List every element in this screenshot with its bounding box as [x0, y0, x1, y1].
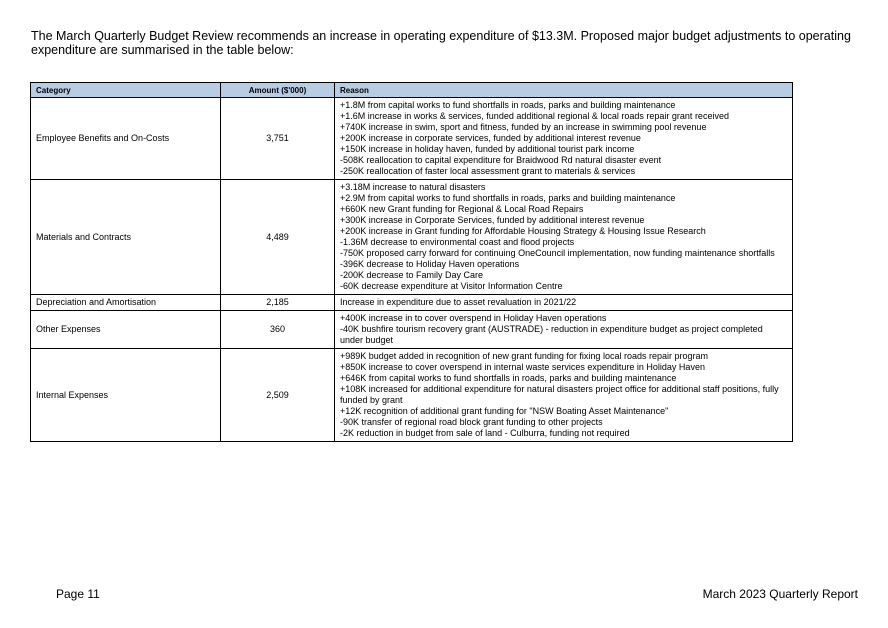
row-reasons [335, 180, 793, 295]
reason-line: -1.36M decrease to environmental coast and flood projects [340, 237, 575, 247]
row-category: Materials and Contracts [31, 180, 221, 295]
reason-line: Increase in expenditure due to asset revaluation in 2021/22 [340, 297, 577, 307]
reason-line: +150K increase in holiday haven, funded by additional tourist park income [340, 144, 635, 154]
row-reasons [335, 311, 793, 349]
header-amount: Amount ($'000) [221, 83, 335, 98]
reason-line: +740K increase in swim, sport and fitness, funded by an increase in swimming pool revenue [340, 122, 707, 132]
intro-paragraph: The March Quarterly Budget Review recommends an increase in operating expenditure of $13.3M. Proposed major budget adjustments to operating expenditure are summarised in the table below: [31, 29, 851, 57]
reason-line: -60K decrease expenditure at Visitor Information Centre [340, 281, 563, 291]
reason-line: +1.8M from capital works to fund shortfalls in roads, parks and building maintenance [340, 100, 676, 110]
reason-line: +1.6M increase in works & services, funded additional regional & local roads repair grant received [340, 111, 729, 121]
row-category: Other Expenses [31, 311, 221, 349]
row-reasons [335, 349, 793, 442]
reason-line: +108K increased for additional expenditure for natural disasters project office for additional staff positions, fully funded by grant [340, 384, 779, 405]
reason-line: +300K increase in Corporate Services, funded by additional interest revenue [340, 215, 645, 225]
report-title: March 2023 Quarterly Report [702, 587, 858, 601]
reason-line: -250K reallocation of faster local assessment grant to materials & services [340, 166, 636, 176]
reason-line: +850K increase to cover overspend in internal waste services expenditure in Holiday Haven [340, 362, 705, 372]
reason-line: -396K decrease to Holiday Haven operations [340, 259, 520, 269]
reason-line: +200K increase in Grant funding for Affordable Housing Strategy & Housing Issue Research [340, 226, 706, 236]
reason-line: +3.18M increase to natural disasters [340, 182, 486, 192]
row-amount: 360 [221, 311, 335, 349]
row-amount: 3,751 [221, 98, 335, 180]
reason-line: -2K reduction in budget from sale of land - Culburra, funding not required [340, 428, 630, 438]
page-number: Page 11 [56, 587, 100, 601]
reason-line: -200K decrease to Family Day Care [340, 270, 484, 280]
reason-line: -40K bushfire tourism recovery grant (AUSTRADE) - reduction in expenditure budget as project completed under budget [340, 324, 763, 345]
header-reason: Reason [335, 83, 793, 98]
table-row [31, 98, 793, 180]
reason-line: -90K transfer of regional road block grant funding to other projects [340, 417, 603, 427]
row-reasons [335, 98, 793, 180]
reason-line: +646K from capital works to fund shortfalls in roads, parks and building maintenance [340, 373, 677, 383]
reason-line: +989K budget added in recognition of new grant funding for fixing local roads repair program [340, 351, 708, 361]
table-row [31, 180, 793, 295]
reason-line: +200K increase in corporate services, funded by additional interest revenue [340, 133, 641, 143]
table-header-row [31, 83, 793, 98]
row-reasons [335, 295, 793, 311]
reason-line: -750K proposed carry forward for continuing OneCouncil implementation, now funding maintenance shortfalls [340, 248, 775, 258]
row-category: Employee Benefits and On-Costs [31, 98, 221, 180]
reason-line: +12K recognition of additional grant funding for "NSW Boating Asset Maintenance" [340, 406, 669, 416]
table-body [31, 98, 793, 442]
budget-adjustments-table [30, 82, 793, 442]
table-row [31, 311, 793, 349]
row-amount: 2,185 [221, 295, 335, 311]
header-category: Category [31, 83, 221, 98]
table-row [31, 295, 793, 311]
reason-line: +400K increase in to cover overspend in Holiday Haven operations [340, 313, 607, 323]
row-category: Depreciation and Amortisation [31, 295, 221, 311]
reason-line: -508K reallocation to capital expenditure for Braidwood Rd natural disaster event [340, 155, 662, 165]
row-amount: 4,489 [221, 180, 335, 295]
table-row [31, 349, 793, 442]
reason-line: +660K new Grant funding for Regional & Local Road Repairs [340, 204, 584, 214]
row-amount: 2,509 [221, 349, 335, 442]
reason-line: +2.9M from capital works to fund shortfalls in roads, parks and building maintenance [340, 193, 676, 203]
row-category: Internal Expenses [31, 349, 221, 442]
